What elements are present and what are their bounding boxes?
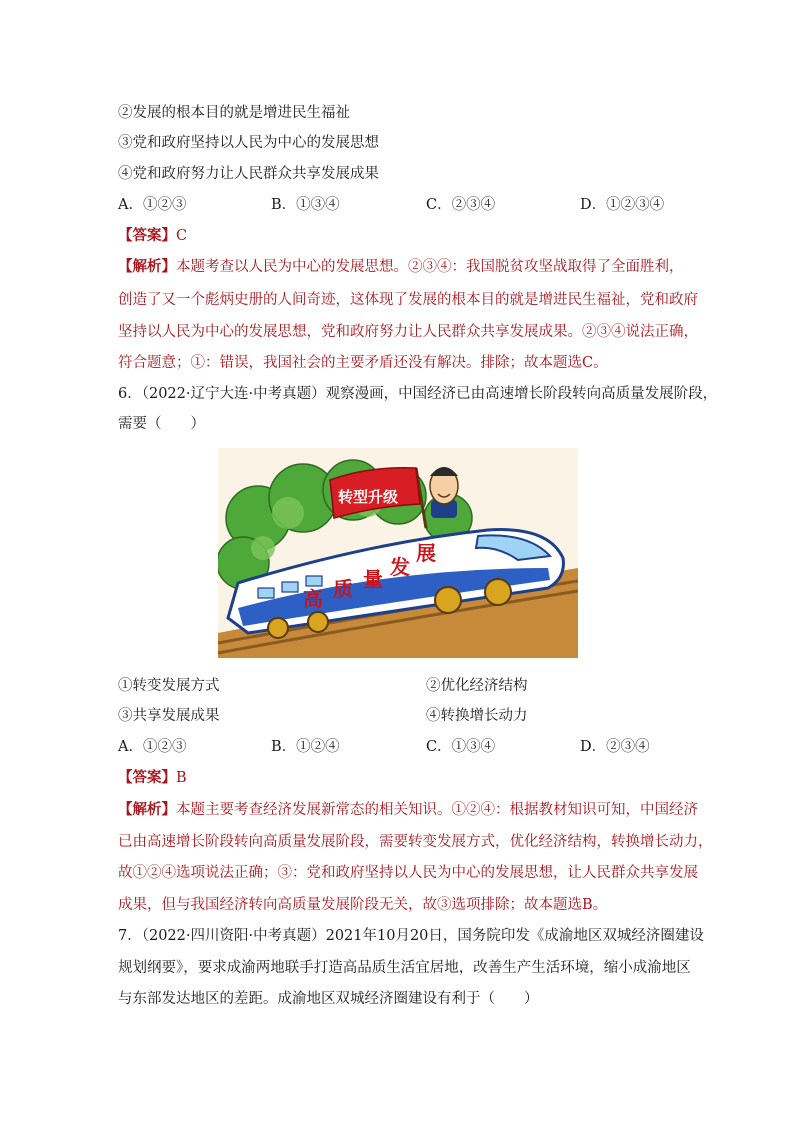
q6-analysis-line-2: 已由高速增长阶段转向高质量发展阶段，需要转变发展方式，优化经济结构，转换增长动力， [118, 834, 713, 850]
q6-statement-4: ④转换增长动力 [426, 708, 528, 724]
q6-answer-label: 【答案】 [118, 769, 176, 786]
q5-statement-4: ④党和政府努力让人民群众共享发展成果 [118, 166, 379, 182]
q5-option-a: A．①②③ [118, 197, 187, 213]
q6-analysis-text-1: 本题主要考查经济发展新常态的相关知识。①②④：根据教材知识可知，中国经济 [176, 802, 698, 818]
q6-option-c: C．①③④ [426, 739, 496, 755]
q6-analysis-line-4: 成果，但与我国经济转向高质量发展阶段无关，故③选项排除；故本题选B。 [118, 897, 608, 913]
q6-option-d: D．②③④ [580, 739, 650, 755]
train-text-char-5: 展 [416, 541, 436, 565]
q7-stem-line-2: 规划纲要》，要求成渝两地联手打造高品质生活宜居地，改善生产生活环境，缩小成渝地区 [118, 960, 691, 976]
q6-statement-3: ③共享发展成果 [118, 708, 220, 724]
q5-answer-label: 【答案】 [118, 227, 176, 244]
q6-answer-value: B [176, 770, 187, 786]
q6-option-b: B．①②④ [271, 739, 340, 755]
driver-figure [430, 467, 458, 518]
q6-stem-line-1: 6．（2022·辽宁大连·中考真题）观察漫画，中国经济已由高速增长阶段转向高质量发展阶段， [118, 386, 718, 402]
q5-analysis-line-4: 符合题意；①：错误，我国社会的主要矛盾还没有解决。排除；故本题选C。 [118, 355, 608, 371]
train-text-char-4: 发 [390, 555, 410, 579]
q6-stem-line-2: 需要（ ） [118, 416, 205, 432]
q5-statement-3: ③党和政府坚持以人民为中心的发展思想 [118, 135, 379, 151]
q5-analysis-line-3: 坚持以人民为中心的发展思想，党和政府努力让人民群众共享发展成果。②③④说法正确， [118, 324, 698, 340]
q5-answer-value: C [176, 228, 188, 244]
train-text-char-2: 质 [333, 577, 353, 601]
q5-analysis-line-1 [118, 257, 694, 277]
q6-answer [118, 768, 694, 788]
train-text-char-3: 量 [363, 567, 383, 591]
q7-stem-line-1: 7．（2022·四川资阳·中考真题）2021年10月20日，国务院印发《成渝地区双城经济圈建设 [118, 928, 704, 944]
flag-text: 转型升级 [338, 488, 399, 506]
q5-analysis-line-2: 创造了又一个彪炳史册的人间奇迹，这体现了发展的根本目的就是增进民生福祉，党和政府 [118, 292, 698, 308]
q6-analysis-label: 【解析】 [118, 801, 176, 818]
q6-statement-2: ②优化经济结构 [426, 678, 528, 694]
q7-stem-line-3: 与东部发达地区的差距。成渝地区双城经济圈建设有利于（ ） [118, 991, 539, 1007]
q5-analysis-label: 【解析】 [118, 258, 176, 275]
q6-analysis-line-1 [118, 800, 698, 820]
q5-option-d: D．①②③④ [580, 197, 665, 213]
q6-analysis-line-3: 故①②④选项说法正确；③：党和政府坚持以人民为中心的发展思想，让人民群众共享发展 [118, 865, 698, 881]
q5-statement-2: ②发展的根本目的就是增进民生福祉 [118, 105, 350, 121]
train-text-char-1: 高 [303, 587, 323, 611]
q5-analysis-text-1: 本题考查以人民为中心的发展思想。②③④：我国脱贫攻坚战取得了全面胜利， [176, 259, 684, 275]
q5-option-c: C．②③④ [426, 197, 496, 213]
q6-statement-1: ①转变发展方式 [118, 678, 220, 694]
q6-option-a: A．①②③ [118, 739, 187, 755]
q5-option-b: B．①③④ [271, 197, 340, 213]
q5-answer [118, 226, 694, 246]
q6-cartoon-image [218, 448, 578, 658]
